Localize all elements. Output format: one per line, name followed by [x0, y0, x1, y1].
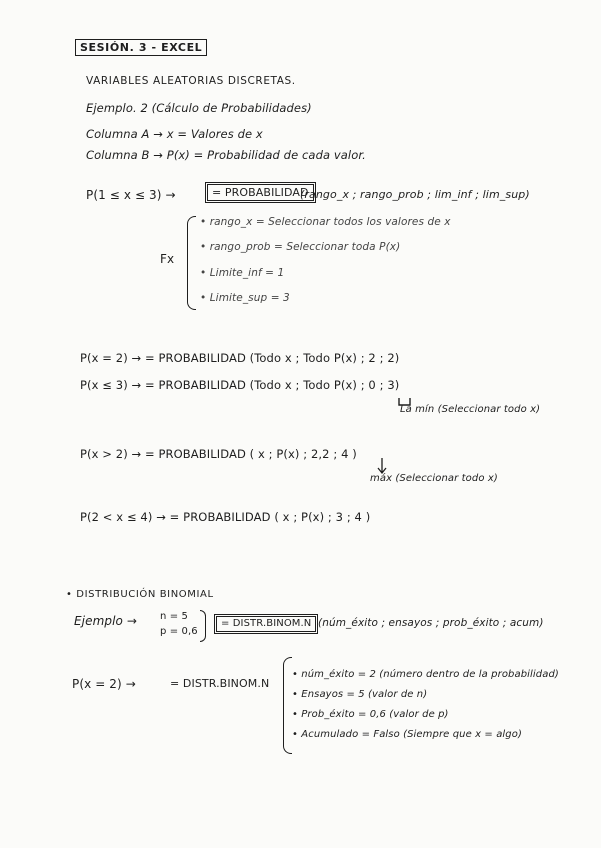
arg-prob-exito: • Prob_éxito = 0,6 (valor de p)	[292, 709, 449, 720]
arg-num-exito: • núm_éxito = 2 (número dentro de la probabilidad)	[292, 669, 559, 680]
arg-rango-prob: • rango_prob = Seleccionar toda P(x)	[200, 241, 401, 253]
binomial-formula-fn: = DISTR.BINOM.N	[170, 677, 270, 690]
arg-rango-x: • rango_x = Seleccionar todos los valores de x	[200, 216, 451, 228]
fx-label: Fx	[160, 252, 175, 266]
binomial-function-box: = DISTR.BINOM.N	[216, 616, 316, 632]
arg-limite-sup: • Limite_sup = 3	[200, 292, 290, 304]
column-b-note: Columna B → P(x) = Probabilidad de cada valor.	[86, 148, 366, 162]
column-a-note: Columna A → x = Valores de x	[86, 127, 263, 141]
np-brace	[200, 610, 206, 642]
binomial-n: n = 5	[160, 611, 188, 622]
example-p-le-3: P(x ≤ 3) → = PROBABILIDAD (Todo x ; Todo P(x) ; 0 ; 3)	[80, 378, 400, 392]
binomial-p: p = 0,6	[160, 626, 198, 637]
formula-lhs: P(1 ≤ x ≤ 3) →	[86, 188, 176, 202]
arg-limite-inf: • Limite_inf = 1	[200, 267, 285, 279]
formula-function-box: = PROBABILIDAD	[207, 184, 314, 201]
binomial-example-label: Ejemplo →	[74, 614, 138, 628]
binomial-function-args: (núm_éxito ; ensayos ; prob_éxito ; acum)	[318, 617, 544, 629]
section-heading-binomial: • DISTRIBUCIÓN BINOMIAL	[66, 589, 214, 600]
example-title: Ejemplo. 2 (Cálculo de Probabilidades)	[86, 101, 312, 115]
args-brace	[187, 216, 196, 310]
example-p-2-4: P(2 < x ≤ 4) → = PROBABILIDAD ( x ; P(x) ; 3 ; 4 )	[80, 510, 371, 524]
example-p-gt-2: P(x > 2) → = PROBABILIDAD ( x ; P(x) ; 2,2 ; 4 )	[80, 447, 357, 461]
binomial-args-brace	[283, 657, 292, 754]
binomial-formula-lhs: P(x = 2) →	[72, 677, 136, 691]
arg-ensayos: • Ensayos = 5 (valor de n)	[292, 689, 428, 700]
section-heading-discrete: VARIABLES ALEATORIAS DISCRETAS.	[86, 75, 296, 87]
example-p-eq-2: P(x = 2) → = PROBABILIDAD (Todo x ; Todo P(x) ; 2 ; 2)	[80, 351, 400, 365]
note-min: La mín (Seleccionar todo x)	[400, 404, 541, 415]
note-max: máx (Seleccionar todo x)	[370, 473, 498, 484]
session-title: SESIÓN. 3 - EXCEL	[75, 39, 207, 56]
formula-arguments: (rango_x ; rango_prob ; lim_inf ; lim_sup)	[300, 188, 530, 201]
arg-acumulado: • Acumulado = Falso (Siempre que x = algo)	[292, 729, 522, 740]
